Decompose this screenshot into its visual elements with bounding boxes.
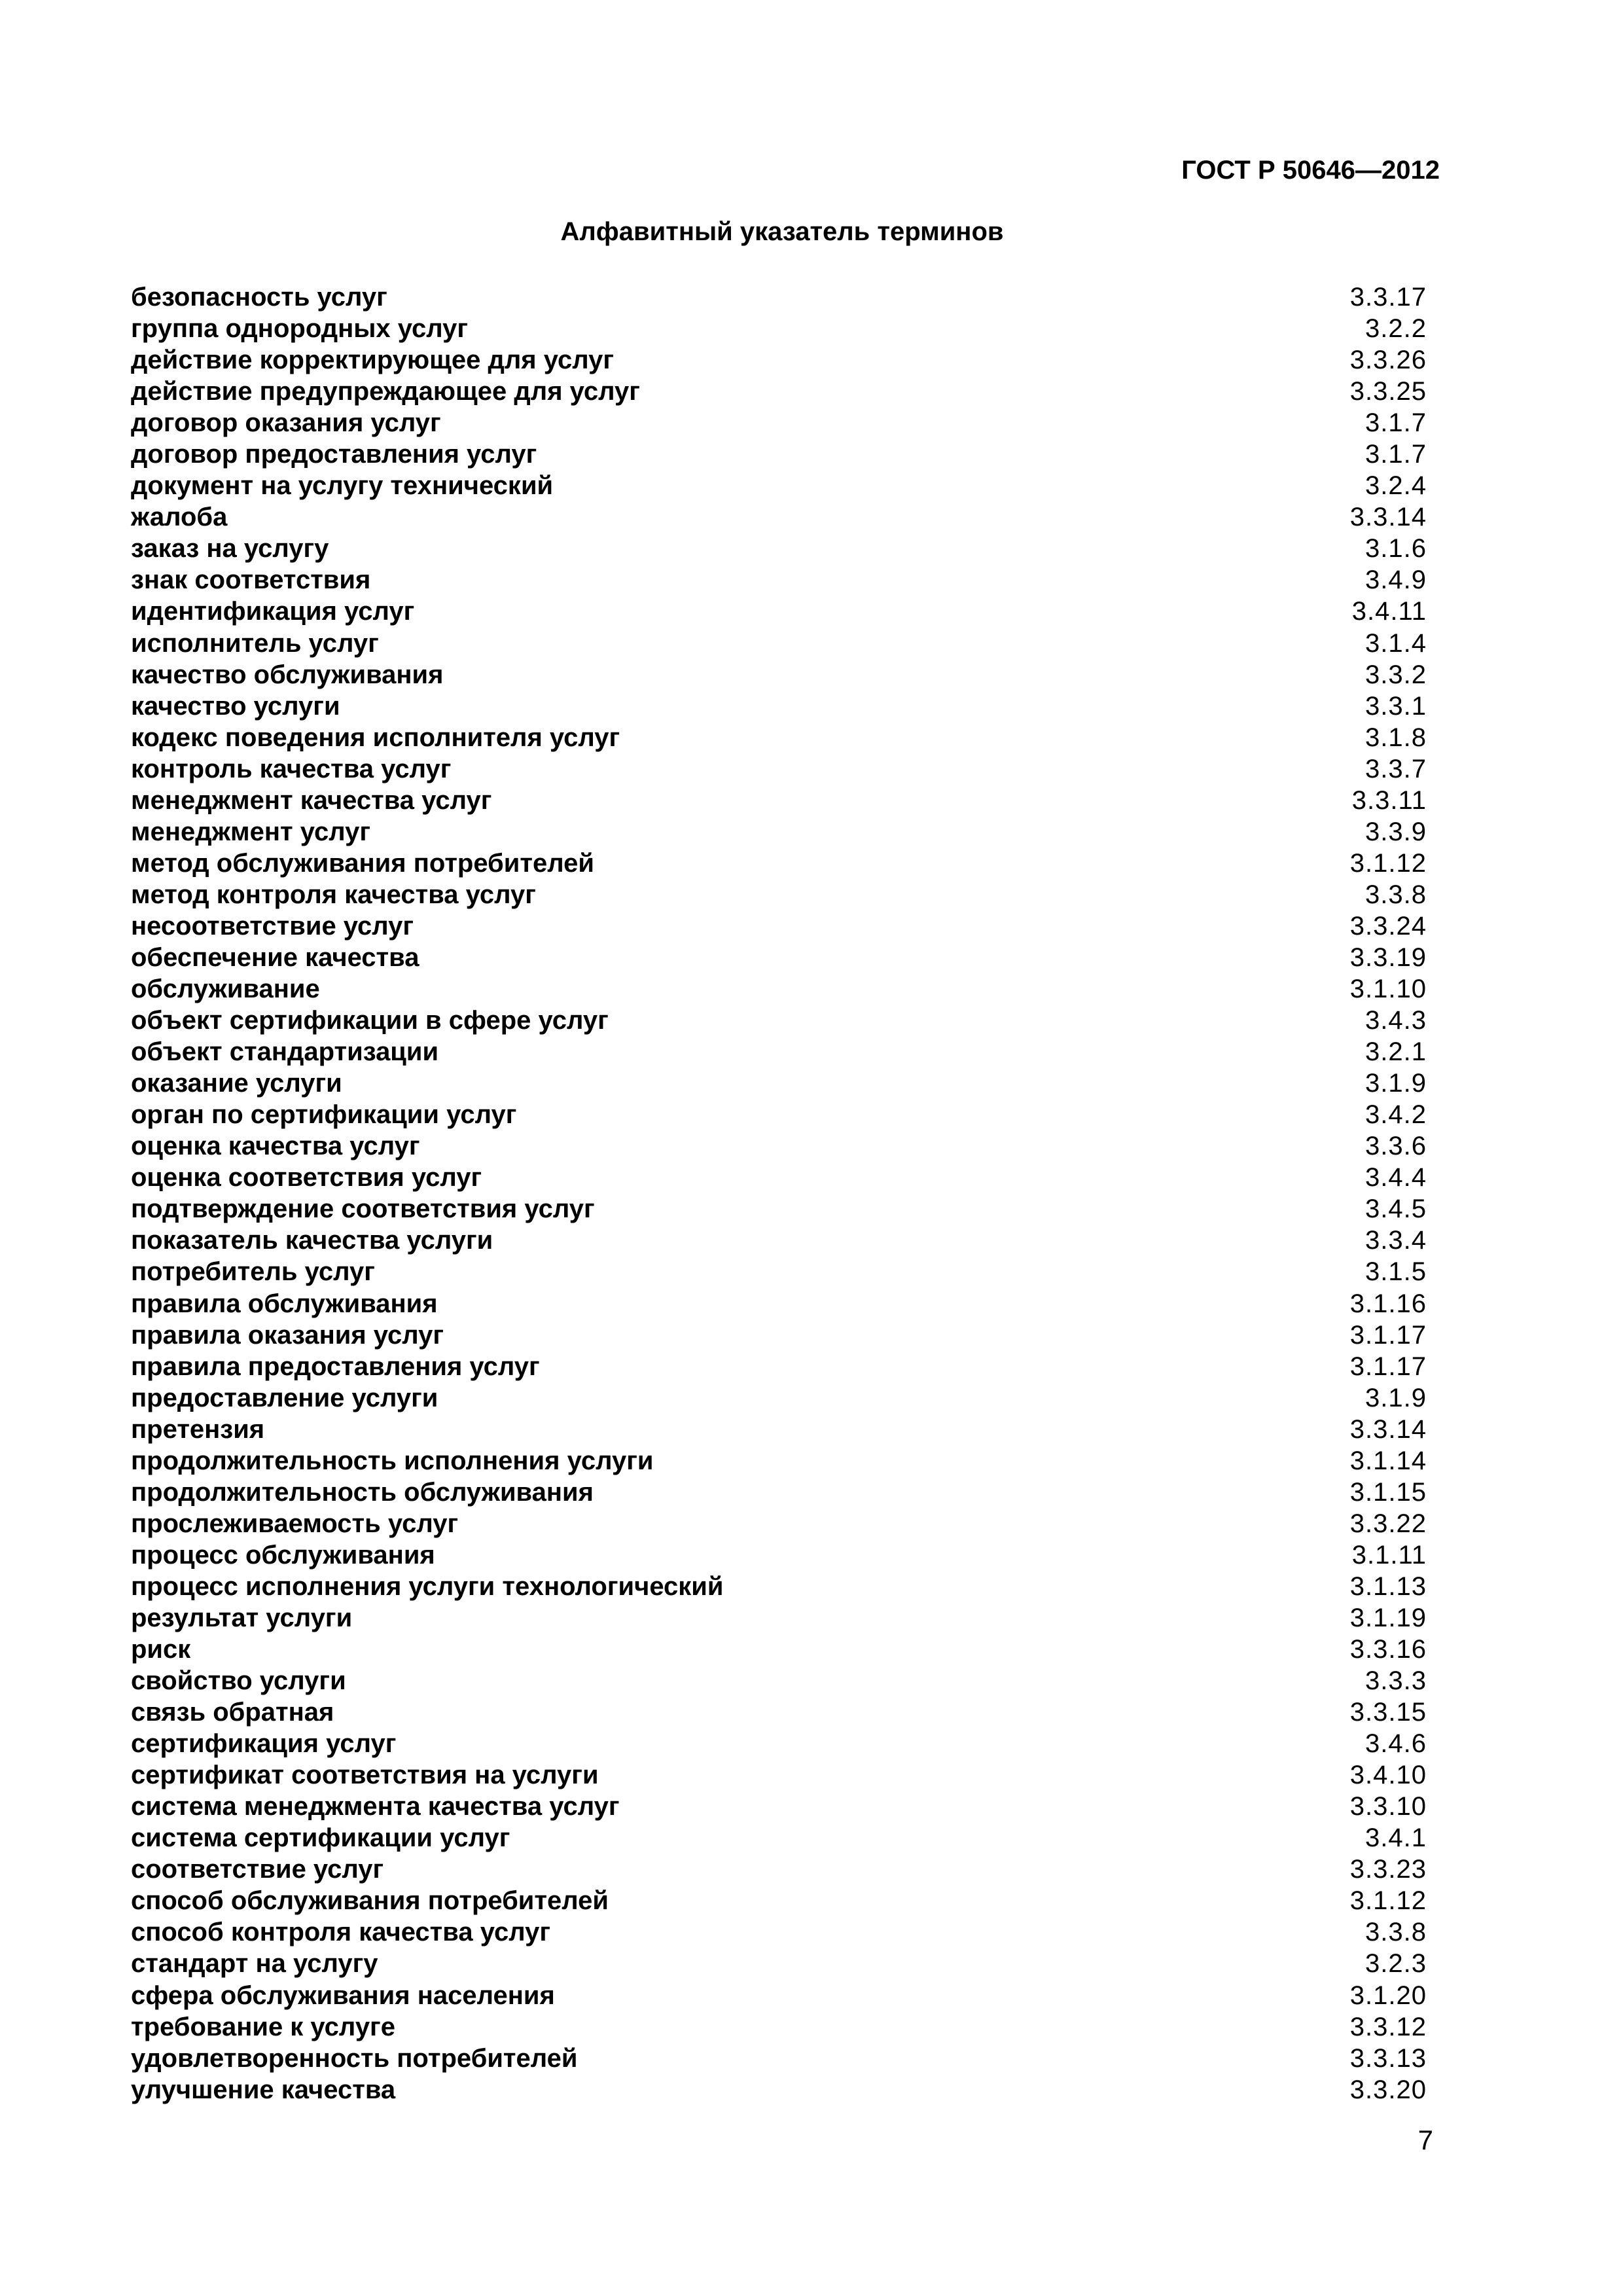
index-entry-term: менеджмент качества услуг [131, 785, 492, 815]
index-entry [131, 1696, 1427, 1728]
index-entry-term: удовлетворенность потребителей [131, 2043, 578, 2073]
index-entry-reference: 3.3.6 [1365, 1132, 1427, 1161]
index-entry-term: система сертификации услуг [131, 1823, 510, 1853]
index-entry-reference: 3.3.9 [1365, 817, 1427, 846]
index-entry [131, 942, 1427, 973]
index-entry-term: сфера обслуживания населения [131, 1981, 555, 2010]
index-entry [131, 1256, 1427, 1287]
index-entry [131, 1728, 1427, 1759]
index-entry-reference: 3.1.6 [1365, 534, 1427, 564]
index-entry-term: результат услуги [131, 1603, 353, 1632]
index-entry-term: сертификация услуг [131, 1729, 397, 1759]
index-entry-term: сертификат соответствия на услуги [131, 1761, 599, 1790]
index-entry [131, 879, 1427, 910]
index-entry-term: правила обслуживания [131, 1289, 438, 1318]
index-entry [131, 1980, 1427, 2011]
index-entry-reference: 3.4.3 [1365, 1006, 1427, 1035]
index-entry-reference: 3.2.4 [1365, 471, 1427, 501]
index-entry-reference: 3.4.9 [1365, 565, 1427, 595]
index-entry [131, 691, 1427, 722]
index-entry [131, 1885, 1427, 1916]
index-entry-term: исполнитель услуг [131, 628, 379, 658]
index-entry-reference: 3.1.16 [1349, 1289, 1427, 1318]
index-entry-term: договор предоставления услуг [131, 440, 537, 469]
index-entry-term: риск [131, 1635, 191, 1664]
index-entry [131, 376, 1427, 407]
index-entry-reference: 3.3.3 [1365, 1666, 1427, 1696]
index-entry [131, 1602, 1427, 1634]
index-entry-reference: 3.4.2 [1365, 1100, 1427, 1130]
index-entry-reference: 3.3.24 [1349, 911, 1427, 941]
index-entry [131, 1288, 1427, 1319]
index-entry [131, 2011, 1427, 2043]
index-entry-term: заказ на услугу [131, 534, 329, 564]
index-entry [131, 407, 1427, 439]
index-entry-reference: 3.4.10 [1349, 1761, 1427, 1790]
index-entry [131, 313, 1427, 344]
index-entry-reference: 3.3.22 [1349, 1509, 1427, 1538]
index-entry [131, 1916, 1427, 1948]
index-entry-reference: 3.3.4 [1365, 1226, 1427, 1255]
index-entry [131, 1477, 1427, 1508]
index-entry [131, 1539, 1427, 1571]
index-entry-reference: 3.3.13 [1349, 2043, 1427, 2073]
index-entry [131, 848, 1427, 879]
index-entry [131, 1067, 1427, 1099]
index-entry-reference: 3.1.19 [1349, 1603, 1427, 1632]
index-entry-term: оказание услуги [131, 1069, 342, 1098]
index-entry-term: стандарт на услугу [131, 1949, 378, 1979]
index-entry-reference: 3.2.1 [1365, 1037, 1427, 1067]
index-entry [131, 470, 1427, 501]
index-entry-term: продолжительность обслуживания [131, 1477, 594, 1507]
index-entry-reference: 3.1.17 [1349, 1352, 1427, 1381]
index-entry-term: группа однородных услуг [131, 314, 469, 344]
index-entry-reference: 3.3.2 [1365, 660, 1427, 689]
index-entry-reference: 3.1.17 [1349, 1320, 1427, 1350]
index-entry [131, 501, 1427, 533]
index-entry-term: прослеживаемость услуг [131, 1509, 459, 1538]
index-entry-reference: 3.3.8 [1365, 1918, 1427, 1947]
index-entry-reference: 3.3.15 [1349, 1698, 1427, 1727]
index-entry [131, 1036, 1427, 1067]
index-entry-term: договор оказания услуг [131, 408, 441, 438]
index-entry [131, 659, 1427, 691]
index-entry [131, 1822, 1427, 1854]
index-entry [131, 1508, 1427, 1539]
index-entry-reference: 3.3.26 [1349, 346, 1427, 375]
index-entry-term: свойство услуги [131, 1666, 346, 1696]
index-entry [131, 1634, 1427, 1665]
index-entry-reference: 3.1.11 [1351, 1540, 1427, 1570]
index-entry-term: способ контроля качества услуг [131, 1918, 550, 1947]
index-entry-reference: 3.3.17 [1349, 283, 1427, 312]
index-entry [131, 722, 1427, 753]
index-entry-term: метод контроля качества услуг [131, 880, 536, 909]
index-entry-term: процесс исполнения услуги технологический [131, 1571, 724, 1601]
index-entry-reference: 3.4.5 [1365, 1194, 1427, 1224]
index-entry-term: объект сертификации в сфере услуг [131, 1006, 609, 1035]
index-entry-reference: 3.3.20 [1349, 2075, 1427, 2104]
index-entry-reference: 3.3.7 [1365, 754, 1427, 783]
index-entry-term: идентификация услуг [131, 597, 415, 626]
index-entry-reference: 3.1.13 [1349, 1571, 1427, 1601]
index-entry [131, 1319, 1427, 1351]
index-entry-reference: 3.4.4 [1365, 1163, 1427, 1193]
index-entry [131, 1225, 1427, 1256]
index-entry-term: действие предупреждающее для услуг [131, 377, 640, 406]
index-entry [131, 1193, 1427, 1225]
index-entry-term: орган по сертификации услуг [131, 1100, 517, 1130]
index-entry-reference: 3.1.10 [1349, 975, 1427, 1004]
index-entry-term: кодекс поведения исполнителя услуг [131, 723, 620, 752]
index-entry [131, 1130, 1427, 1162]
index-entry-term: подтверждение соответствия услуг [131, 1194, 595, 1224]
index-entry-reference: 3.3.8 [1365, 880, 1427, 909]
index-entry-term: правила предоставления услуг [131, 1352, 540, 1381]
index-entry-reference: 3.2.3 [1365, 1949, 1427, 1979]
index-entry-reference: 3.4.11 [1351, 597, 1427, 626]
index-entry-term: система менеджмента качества услуг [131, 1792, 620, 1821]
index-entry [131, 596, 1427, 627]
index-entry [131, 785, 1427, 816]
index-entry [131, 564, 1427, 596]
index-entry [131, 2074, 1427, 2106]
index-entry [131, 344, 1427, 376]
index-entry-term: качество обслуживания [131, 660, 444, 689]
index-entry-term: безопасность услуг [131, 283, 387, 312]
index-entry-term: метод обслуживания потребителей [131, 848, 594, 878]
index-entry-reference: 3.3.11 [1351, 785, 1427, 815]
index-entry-reference: 3.1.12 [1349, 1886, 1427, 1916]
index-entry-term: несоответствие услуг [131, 911, 414, 941]
index-entry-reference: 3.1.20 [1349, 1981, 1427, 2010]
index-entry-term: качество услуги [131, 691, 340, 721]
index-entry-reference: 3.1.9 [1365, 1383, 1427, 1412]
index-entry-reference: 3.3.19 [1349, 942, 1427, 972]
index-entry [131, 628, 1427, 659]
index-entry-term: жалоба [131, 503, 228, 532]
page-number: 7 [1418, 2125, 1433, 2155]
index-entry-term: показатель качества услуги [131, 1226, 493, 1255]
index-entry [131, 753, 1427, 785]
index-entry-reference: 3.3.1 [1365, 691, 1427, 721]
index-entry-term: объект стандартизации [131, 1037, 439, 1067]
index-title: Алфавитный указатель терминов [560, 217, 1004, 246]
index-entry [131, 1445, 1427, 1477]
index-entry-term: оценка качества услуг [131, 1132, 420, 1161]
index-entry-reference: 3.2.2 [1365, 314, 1427, 344]
term-index-list [131, 281, 1427, 2106]
index-entry-term: оценка соответствия услуг [131, 1163, 482, 1193]
index-entry-reference: 3.3.25 [1349, 377, 1427, 406]
index-entry [131, 1351, 1427, 1382]
index-entry [131, 1854, 1427, 1885]
index-entry-reference: 3.4.6 [1365, 1729, 1427, 1759]
index-entry-reference: 3.1.7 [1365, 440, 1427, 469]
index-entry [131, 1948, 1427, 1979]
index-entry-reference: 3.3.14 [1349, 1414, 1427, 1444]
index-entry-term: связь обратная [131, 1698, 334, 1727]
index-entry [131, 439, 1427, 470]
index-entry [131, 1099, 1427, 1130]
index-entry [131, 2043, 1427, 2074]
index-entry-term: контроль качества услуг [131, 754, 452, 783]
index-entry-term: правила оказания услуг [131, 1320, 444, 1350]
index-entry-reference: 3.1.7 [1365, 408, 1427, 438]
index-entry-reference: 3.1.15 [1349, 1477, 1427, 1507]
index-entry [131, 1791, 1427, 1822]
document-code: ГОСТ Р 50646—2012 [1181, 156, 1440, 185]
index-entry-term: способ обслуживания потребителей [131, 1886, 609, 1916]
index-entry [131, 1382, 1427, 1414]
index-entry-reference: 3.1.5 [1365, 1257, 1427, 1287]
index-entry-term: документ на услугу технический [131, 471, 554, 501]
index-entry-reference: 3.3.12 [1349, 2012, 1427, 2041]
index-entry-term: предоставление услуги [131, 1383, 438, 1412]
index-entry [131, 910, 1427, 942]
index-entry-reference: 3.3.23 [1349, 1855, 1427, 1884]
index-entry-term: соответствие услуг [131, 1855, 384, 1884]
index-entry [131, 1414, 1427, 1445]
index-entry [131, 1005, 1427, 1036]
index-entry-reference: 3.4.1 [1365, 1823, 1427, 1853]
index-entry-reference: 3.3.16 [1349, 1635, 1427, 1664]
index-entry-term: знак соответствия [131, 565, 371, 595]
index-entry [131, 816, 1427, 848]
index-entry-term: требование к услуге [131, 2012, 395, 2041]
index-entry-term: обслуживание [131, 975, 320, 1004]
index-entry [131, 1665, 1427, 1696]
index-entry [131, 1759, 1427, 1791]
index-entry-term: претензия [131, 1414, 265, 1444]
index-entry [131, 1162, 1427, 1193]
index-entry-reference: 3.3.14 [1349, 503, 1427, 532]
index-entry-term: действие корректирующее для услуг [131, 346, 615, 375]
index-entry [131, 533, 1427, 564]
index-entry-reference: 3.1.4 [1365, 628, 1427, 658]
index-entry-term: потребитель услуг [131, 1257, 375, 1287]
index-entry-reference: 3.1.9 [1365, 1069, 1427, 1098]
index-entry-reference: 3.1.12 [1349, 848, 1427, 878]
index-entry-term: обеспечение качества [131, 942, 419, 972]
index-entry [131, 281, 1427, 313]
index-entry-term: улучшение качества [131, 2075, 396, 2104]
index-entry-reference: 3.1.8 [1365, 723, 1427, 752]
index-entry [131, 1571, 1427, 1602]
index-entry-term: менеджмент услуг [131, 817, 370, 846]
index-entry-term: процесс обслуживания [131, 1540, 435, 1570]
index-entry [131, 973, 1427, 1005]
index-entry-reference: 3.3.10 [1349, 1792, 1427, 1821]
index-entry-reference: 3.1.14 [1349, 1446, 1427, 1475]
index-entry-term: продолжительность исполнения услуги [131, 1446, 654, 1475]
